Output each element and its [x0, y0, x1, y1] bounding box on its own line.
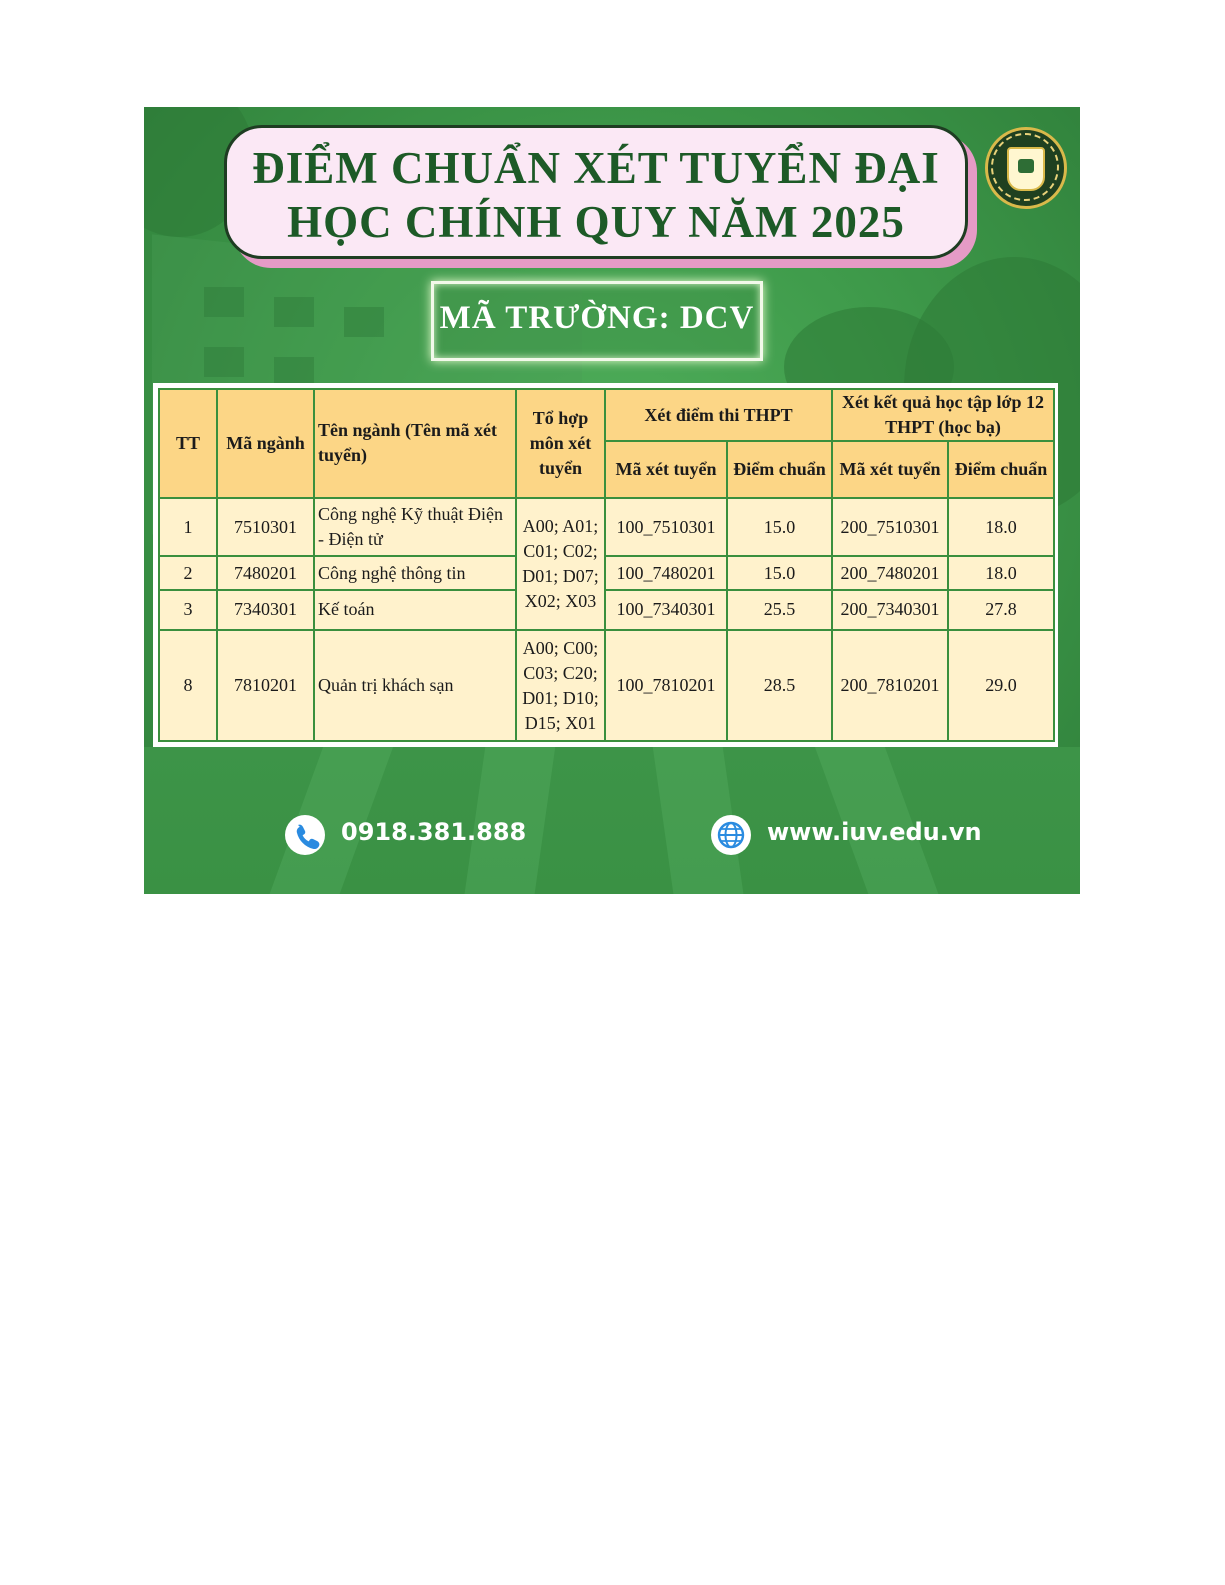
header-to-hop: Tổ hợp môn xét tuyển: [516, 389, 605, 498]
cell-ma-nganh: 7480201: [217, 556, 314, 589]
phone-number[interactable]: 0918.381.888: [341, 818, 527, 846]
cell-ma-nganh: 7810201: [217, 630, 314, 741]
background-window: [204, 287, 244, 317]
website-url[interactable]: www.iuv.edu.vn: [767, 818, 982, 846]
phone-icon: [285, 815, 325, 855]
table-row: [159, 498, 1054, 556]
header-group-thpt: Xét điểm thi THPT: [605, 389, 832, 441]
cell-ma-nganh: 7340301: [217, 590, 314, 630]
cell-tt: 1: [159, 498, 217, 556]
cell-thpt-ma: 100_7810201: [605, 630, 727, 741]
cell-to-hop-group2: A00; C00; C03; C20; D01; D10; D15; X01: [516, 630, 605, 741]
header-thpt-ma-xet-tuyen: Mã xét tuyển: [605, 441, 727, 497]
table-row: [159, 556, 1054, 589]
table-row: [159, 590, 1054, 630]
background-window: [274, 297, 314, 327]
table-row: [159, 630, 1054, 741]
admission-poster: [144, 107, 1080, 894]
cell-thpt-diem: 15.0: [727, 498, 832, 556]
globe-icon: [711, 815, 751, 855]
title-line-1: ĐIỂM CHUẨN XÉT TUYỂN ĐẠI: [252, 143, 940, 193]
cell-ten-nganh: Công nghệ Kỹ thuật Điện - Điện tử: [314, 498, 516, 556]
title-line-2: HỌC CHÍNH QUY NĂM 2025: [287, 197, 905, 247]
seal-shield: [1007, 147, 1045, 191]
cell-ma-nganh: 7510301: [217, 498, 314, 556]
cell-ten-nganh: Công nghệ thông tin: [314, 556, 516, 589]
school-code-box: [431, 281, 763, 361]
cell-to-hop-group1: A00; A01; C01; C02; D01; D07; X02; X03: [516, 498, 605, 630]
background-window: [344, 307, 384, 337]
score-table-wrapper: [153, 383, 1058, 747]
cell-hocba-diem: 27.8: [948, 590, 1054, 630]
cell-ten-nganh: Quản trị khách sạn: [314, 630, 516, 741]
header-ten-nganh: Tên ngành (Tên mã xét tuyển): [314, 389, 516, 498]
cell-hocba-diem: 18.0: [948, 556, 1054, 589]
cell-thpt-diem: 28.5: [727, 630, 832, 741]
cell-hocba-ma: 200_7810201: [832, 630, 948, 741]
cell-tt: 8: [159, 630, 217, 741]
cell-thpt-diem: 15.0: [727, 556, 832, 589]
cell-thpt-diem: 25.5: [727, 590, 832, 630]
cell-tt: 3: [159, 590, 217, 630]
title-banner: [224, 125, 968, 259]
cell-ten-nganh: Kế toán: [314, 590, 516, 630]
header-ma-nganh: Mã ngành: [217, 389, 314, 498]
header-hocba-ma-xet-tuyen: Mã xét tuyển: [832, 441, 948, 497]
header-thpt-diem-chuan: Điểm chuẩn: [727, 441, 832, 497]
school-code: MÃ TRƯỜNG: DCV: [439, 300, 755, 336]
header-hocba-diem-chuan: Điểm chuẩn: [948, 441, 1054, 497]
cell-hocba-diem: 18.0: [948, 498, 1054, 556]
cell-hocba-diem: 29.0: [948, 630, 1054, 741]
cell-hocba-ma: 200_7510301: [832, 498, 948, 556]
header-group-hocba: Xét kết quả học tập lớp 12 THPT (học bạ): [832, 389, 1054, 441]
header-tt: TT: [159, 389, 217, 498]
header-row-1: [159, 389, 1054, 441]
university-seal-icon: [985, 127, 1067, 209]
cell-thpt-ma: 100_7480201: [605, 556, 727, 589]
cell-hocba-ma: 200_7480201: [832, 556, 948, 589]
cell-thpt-ma: 100_7340301: [605, 590, 727, 630]
cell-hocba-ma: 200_7340301: [832, 590, 948, 630]
background-window: [204, 347, 244, 377]
cell-tt: 2: [159, 556, 217, 589]
seal-book: [1018, 159, 1034, 173]
score-table: [158, 388, 1055, 742]
cell-thpt-ma: 100_7510301: [605, 498, 727, 556]
